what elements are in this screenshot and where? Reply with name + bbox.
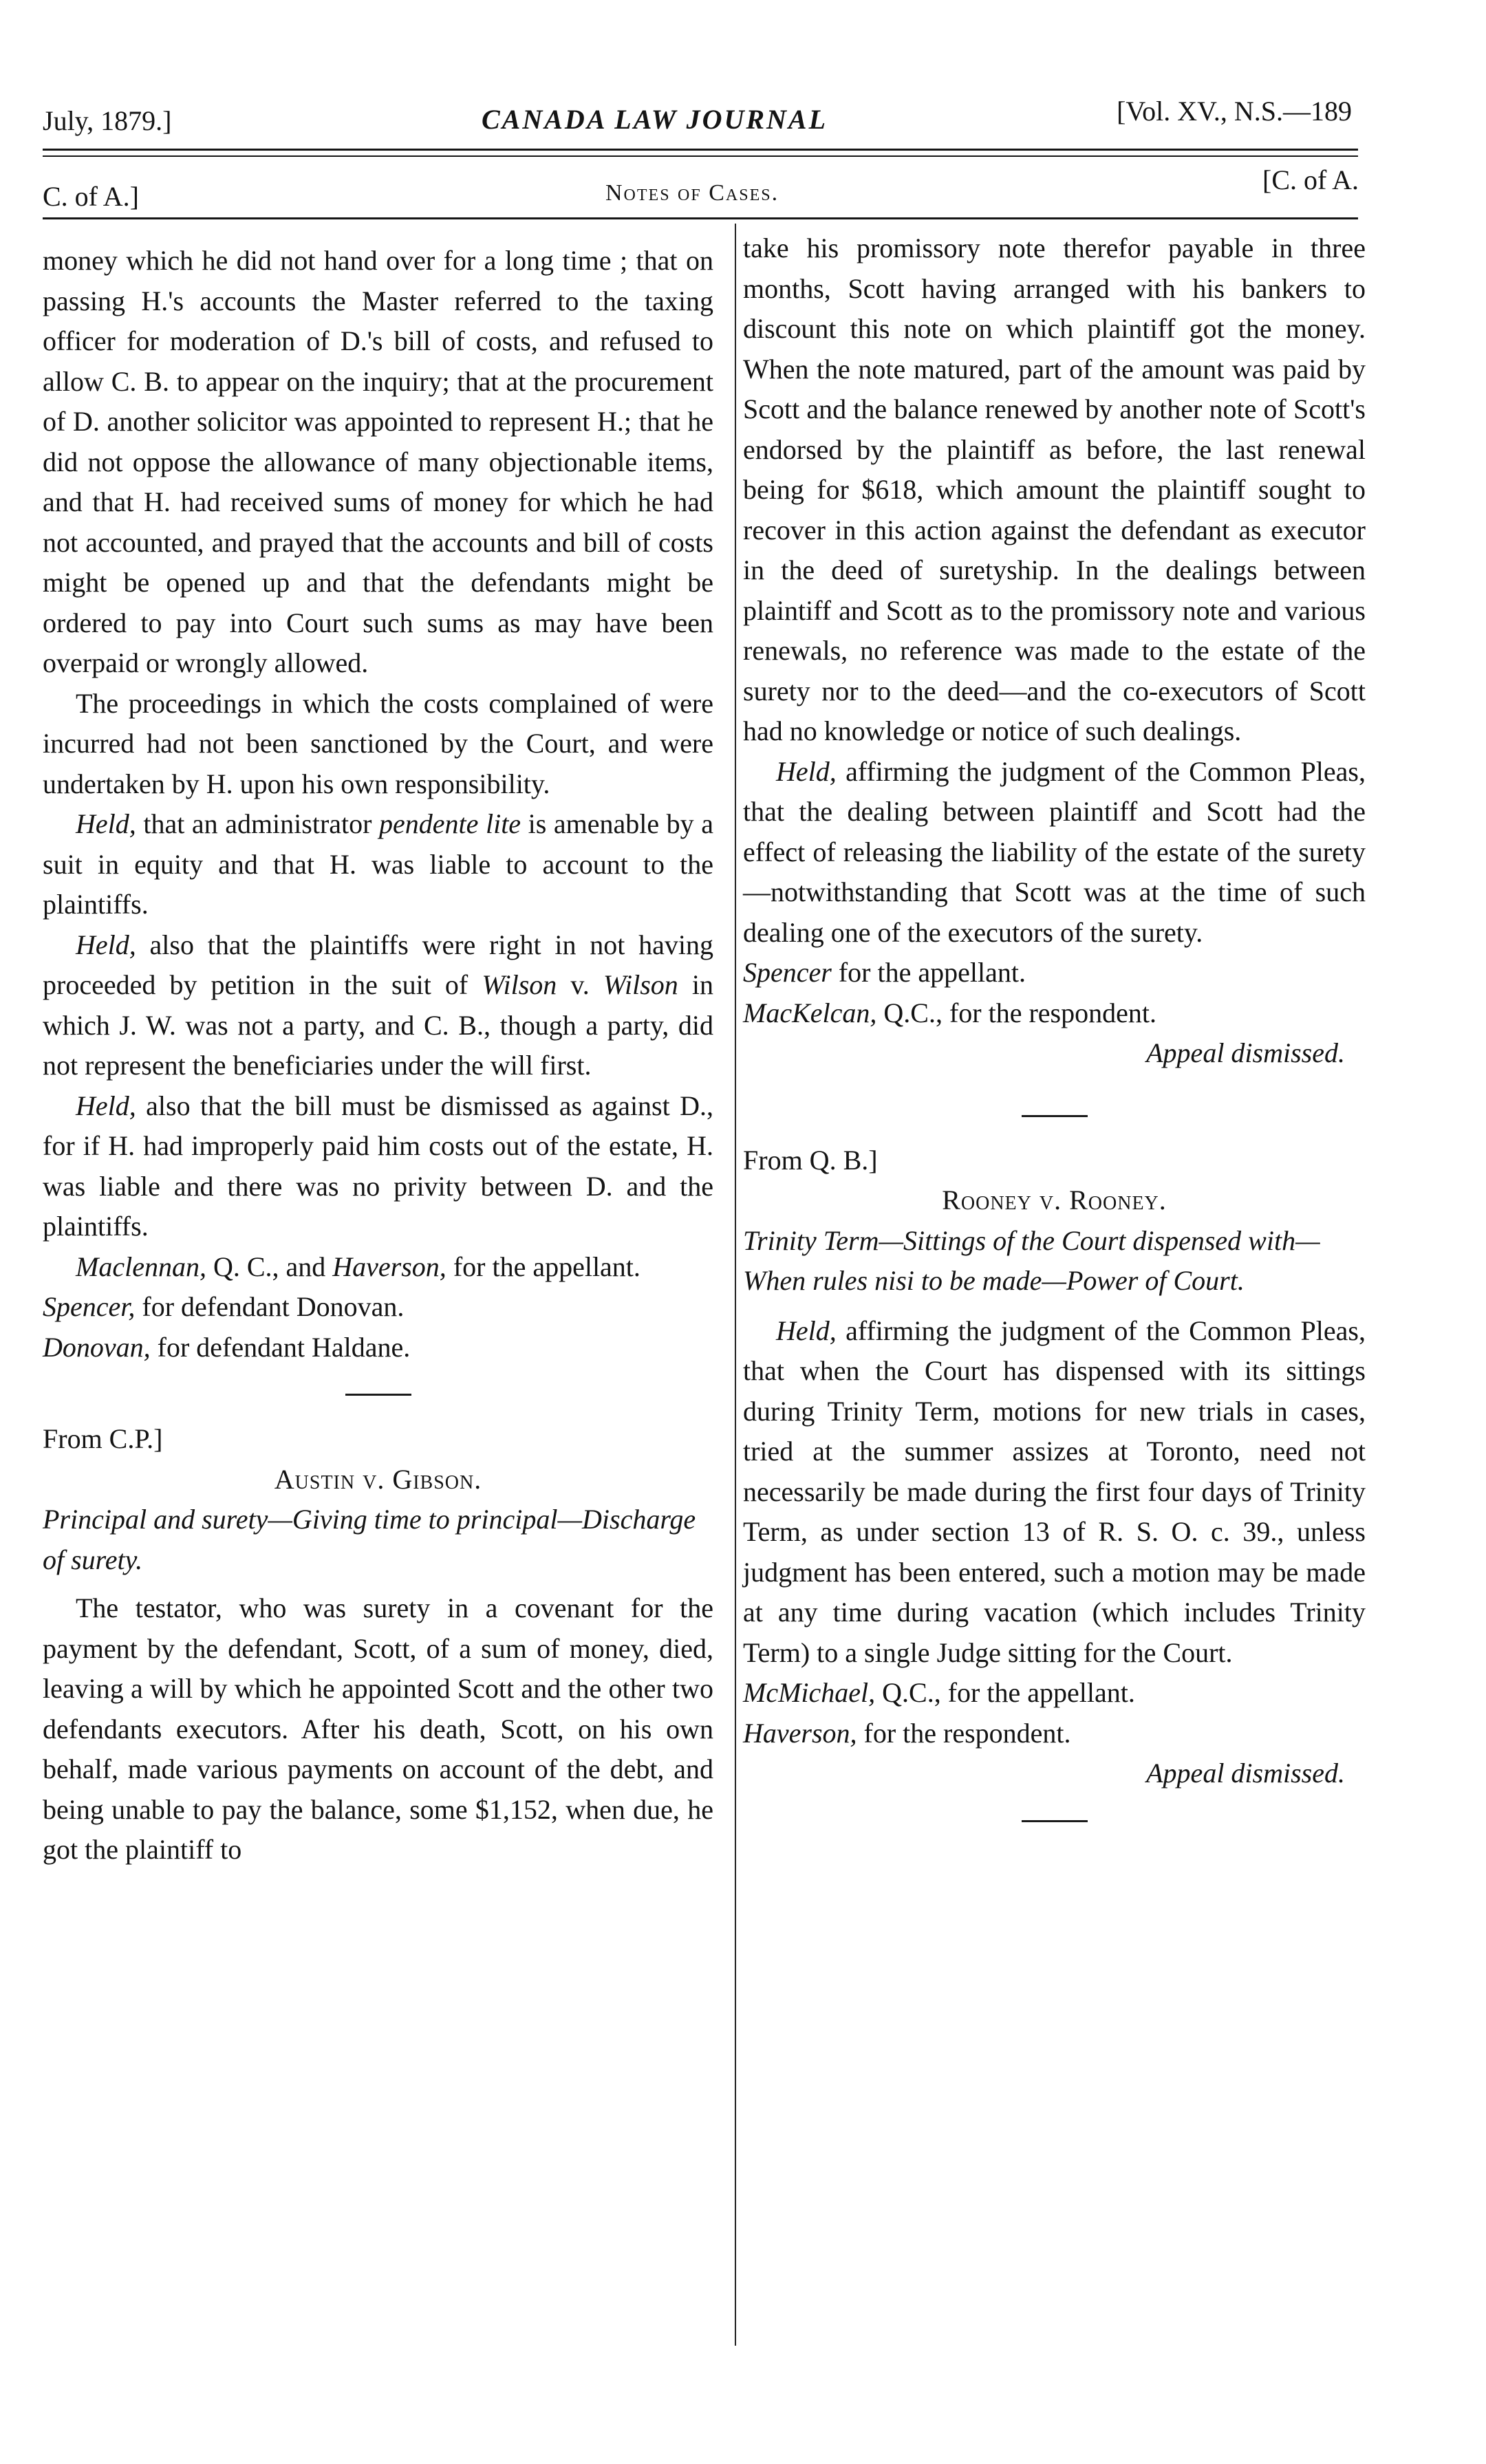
case-title: Austin v. Gibson. <box>274 1463 482 1495</box>
case-headnote: Principal and surety—Giving time to principal—Discharge of surety. <box>43 1504 696 1575</box>
case-source: From C.P.] <box>43 1423 163 1454</box>
left-column <box>43 241 713 1870</box>
held-lead: Held, <box>776 1315 837 1346</box>
right-column <box>743 228 1366 1846</box>
header-rule-bottom <box>43 217 1358 219</box>
held-lead: Held, <box>776 755 837 787</box>
held-lead: Held, <box>76 1090 136 1121</box>
header-date: July, 1879.] <box>43 105 172 136</box>
case-title: Rooney v. Rooney. <box>942 1185 1167 1215</box>
case-body: The testator, who was surety in a covenant for the payment by the defendant, Scott, of a sum of money, died, leaving a will by which he appointed Scott and the other two defendants executors. After his death, Scott, on his own behalf, made various payments on account of the debt, and being unable to pay the balance, some $1,152, when due, he got the plaintiff to <box>43 1592 713 1865</box>
held-paragraph-2: Held, also that the plaintiffs were right in not having proceeded by petition in the suit of Wilson v. Wilson in which J. W. was not a party, and C. B., though a party, did not represent the beneficiaries under the will first. <box>43 929 713 1081</box>
header-court-left: C. of A.] <box>43 181 139 212</box>
continuation-paragraph: take his promissory note therefor payable in three months, Scott having arranged with his bankers to discount this note on which plaintiff got the money. When the note matured, part of the amount was paid by Scott and the balance renewed by another note of Scott's endorsed by the plaintiff as before, the last renewal being for $618, which amount the plaintiff sought to recover in this action against the defendant as executor in the deed of suretyship. In the dealings between plaintiff and Scott as to the promissory note and various renewals, no reference was made to the estate of the surety nor to the deed—and the co-executors of Scott had no knowledge or notice of such dealings. <box>743 233 1366 746</box>
case-separator <box>345 1394 411 1396</box>
counsel-line: Donovan, for defendant Haldane. <box>43 1331 411 1363</box>
held-paragraph: Held, affirming the judgment of the Common Pleas, that when the Court has dispensed with its sittings during Trinity Term, motions for new trials in cases, tried at the summer assizes at Toronto, need not necessarily be made during the first four days of Trinity Term, as under section 13 of R. S. O. c. 39., unless judgment has been entered, such a motion may be made at any time during vacation (which includes Trinity Term) to a single Judge sitting for the Court. <box>743 1315 1366 1668</box>
header-section-title: Notes of Cases. <box>605 180 779 206</box>
held-lead: Held, <box>76 929 136 960</box>
case-result: Appeal dismissed. <box>1146 1758 1345 1788</box>
counsel-line: Spencer, for defendant Donovan. <box>43 1291 405 1322</box>
proceedings-paragraph: The proceedings in which the costs complained of were incurred had not been sanctioned by the Court, and were undertaken by H. upon his own responsibility. <box>43 687 713 799</box>
header-court-right: [C. of A. <box>1262 164 1359 195</box>
case-headnote: Trinity Term—Sittings of the Court dispensed with—When rules nisi to be made—Power of Court. <box>743 1224 1320 1296</box>
held-paragraph-3: Held, also that the bill must be dismissed as against D., for if H. had improperly paid him costs out of the estate, H. was liable and there was no privity between D. and the plaintiffs. <box>43 1090 713 1242</box>
counsel-line: MacKelcan, Q.C., for the respondent. <box>743 997 1156 1028</box>
held-paragraph: Held, affirming the judgment of the Common Pleas, that the dealing between plaintiff and Scott had the effect of releasing the liability of the estate of the surety—notwithstanding that Scott was at the time of such dealing one of the executors of the surety. <box>743 755 1366 948</box>
header-rule-double <box>43 155 1358 157</box>
case-result: Appeal dismissed. <box>1146 1037 1345 1068</box>
counsel-line: Spencer for the appellant. <box>743 957 1026 988</box>
header-journal-title: CANADA LAW JOURNAL <box>482 104 828 135</box>
continuation-paragraph: money which he did not hand over for a long time ; that on passing H.'s accounts the Master referred to the taxing officer for moderation of D.'s bill of costs, and refused to allow C. B. to appear on the inquiry; that at the procurement of D. another solicitor was appointed to represent H.; that he did not oppose the allowance of many objectionable items, and that H. had received sums of money for which he had not accounted, and prayed that the accounts and bill of costs might be opened up and that the defendants might be ordered to pay into Court such sums as may have been overpaid or wrongly allowed. <box>43 245 713 678</box>
header-rule-top <box>43 149 1358 151</box>
header-volume: [Vol. XV., N.S.—189 <box>1117 96 1352 127</box>
held-lead: Held, <box>76 808 136 839</box>
counsel-line: Haverson, for the respondent. <box>743 1717 1071 1749</box>
case-separator <box>1022 1820 1088 1822</box>
case-separator <box>1022 1115 1088 1117</box>
column-divider <box>735 224 736 2346</box>
counsel-line: Maclennan, Q. C., and Haverson, for the appellant. <box>76 1251 640 1282</box>
held-paragraph-1: Held, that an administrator pendente lite is amenable by a suit in equity and that H. was liable to account to the plaintiffs. <box>43 808 713 920</box>
counsel-line: McMichael, Q.C., for the appellant. <box>743 1677 1135 1708</box>
case-source: From Q. B.] <box>743 1144 878 1176</box>
